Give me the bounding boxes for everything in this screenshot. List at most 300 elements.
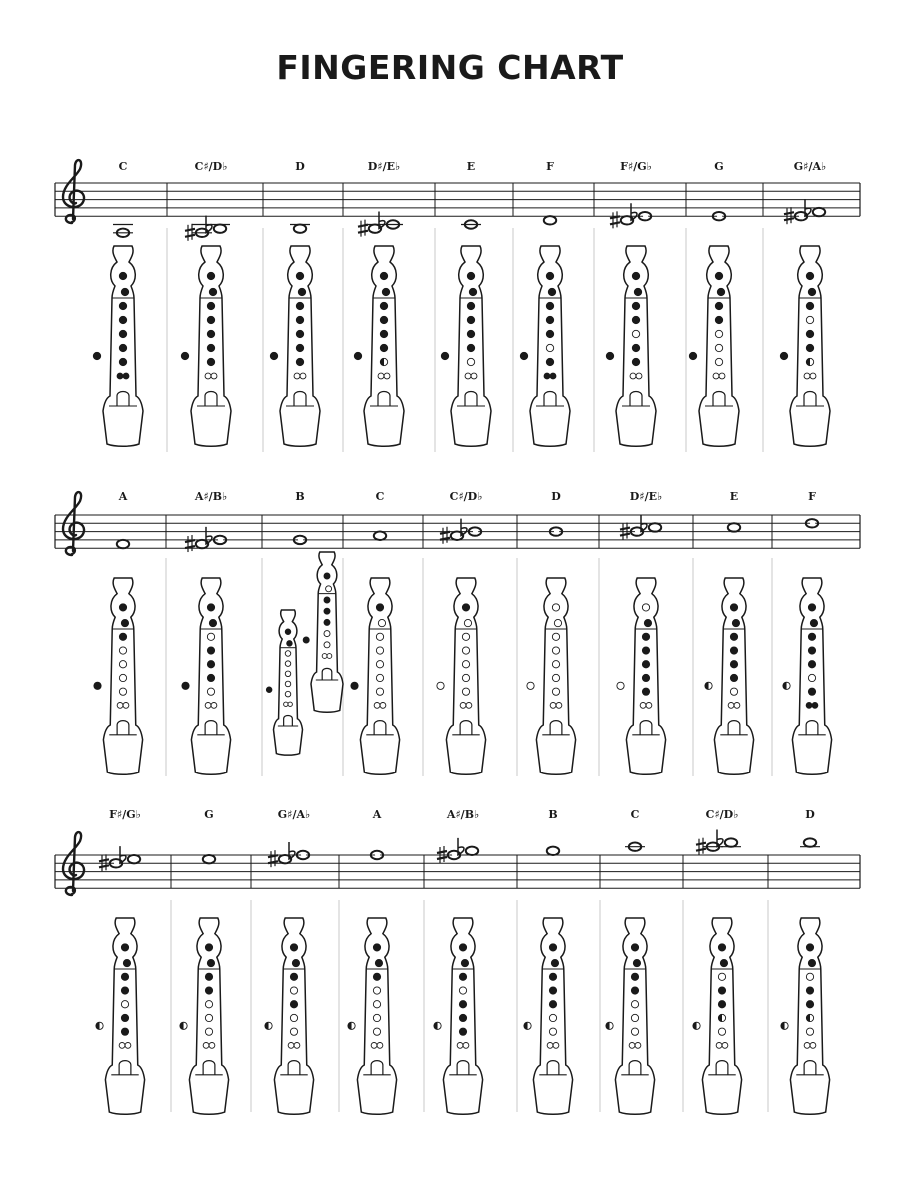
note-column <box>606 160 656 446</box>
finger-hole <box>327 654 332 659</box>
finger-hole <box>121 1028 128 1035</box>
page-title: FINGERING CHART <box>276 48 624 87</box>
note-column <box>780 160 830 446</box>
finger-hole <box>732 619 739 626</box>
note-column <box>265 808 314 1114</box>
finger-hole <box>290 1014 297 1021</box>
finger-hole <box>808 647 815 654</box>
finger-hole <box>806 316 813 323</box>
sharp-icon <box>185 535 195 552</box>
recorder-icon <box>189 918 228 1114</box>
finger-hole <box>373 944 380 951</box>
finger-hole <box>380 344 387 351</box>
note-label: G <box>204 808 214 821</box>
finger-hole <box>290 973 297 980</box>
note-column <box>527 490 576 774</box>
finger-hole <box>631 1028 638 1035</box>
finger-hole <box>123 373 129 379</box>
finger-hole <box>806 272 813 279</box>
finger-hole <box>298 288 305 295</box>
finger-hole <box>553 1042 559 1048</box>
recorder-icon <box>105 918 144 1114</box>
finger-hole <box>716 1042 722 1048</box>
finger-hole <box>808 604 815 611</box>
finger-hole <box>209 288 216 295</box>
finger-hole <box>205 1001 212 1008</box>
finger-hole <box>459 987 466 994</box>
thumb-hole <box>270 352 277 359</box>
finger-hole <box>715 302 722 309</box>
finger-hole <box>642 688 649 695</box>
recorder-icon <box>536 578 575 774</box>
recorder-icon <box>280 246 320 446</box>
finger-hole <box>806 1001 813 1008</box>
finger-hole <box>373 1014 380 1021</box>
finger-hole <box>632 316 639 323</box>
finger-hole <box>730 647 737 654</box>
recorder-icon <box>191 578 230 774</box>
finger-hole <box>806 702 812 708</box>
finger-hole <box>720 959 727 966</box>
finger-hole <box>546 302 553 309</box>
finger-hole <box>547 1042 553 1048</box>
note-label: C♯/D♭ <box>449 490 483 503</box>
finger-hole <box>119 661 126 668</box>
finger-hole <box>384 373 390 379</box>
recorder-icon <box>615 918 654 1114</box>
finger-hole <box>203 1042 209 1048</box>
finger-hole <box>552 647 559 654</box>
recorder-icon <box>443 918 482 1114</box>
recorder-icon <box>191 246 231 446</box>
finger-hole <box>554 619 561 626</box>
finger-hole <box>296 358 303 365</box>
finger-hole <box>207 674 214 681</box>
finger-hole <box>119 674 126 681</box>
finger-hole <box>810 619 817 626</box>
note-label: B <box>548 808 558 821</box>
thumb-hole <box>606 352 613 359</box>
note-column <box>693 808 742 1114</box>
finger-hole <box>546 358 553 365</box>
thumb-hole <box>527 682 534 689</box>
finger-hole <box>462 604 469 611</box>
finger-hole <box>207 302 214 309</box>
finger-hole <box>642 674 649 681</box>
thumb-hole <box>689 352 696 359</box>
finger-hole <box>207 661 214 668</box>
note-label: A♯/B♭ <box>446 808 480 821</box>
finger-hole <box>806 344 813 351</box>
finger-hole <box>631 1014 638 1021</box>
note-label: A <box>118 490 128 503</box>
finger-hole <box>467 330 474 337</box>
finger-hole <box>380 316 387 323</box>
finger-hole <box>631 973 638 980</box>
finger-hole <box>294 373 300 379</box>
recorder-icon <box>714 578 753 774</box>
finger-hole <box>465 373 471 379</box>
recorder-icon <box>626 578 665 774</box>
finger-hole <box>119 604 126 611</box>
recorder-icon <box>103 246 143 446</box>
finger-hole <box>549 1028 556 1035</box>
finger-hole <box>209 619 216 626</box>
finger-hole <box>808 959 815 966</box>
recorder-icon <box>311 552 343 712</box>
finger-hole <box>376 688 383 695</box>
finger-hole <box>730 633 737 640</box>
thumb-hole <box>182 682 189 689</box>
finger-hole <box>642 633 649 640</box>
recorder-icon <box>357 918 396 1114</box>
note-label: A <box>372 808 382 821</box>
finger-hole <box>285 629 291 635</box>
finger-hole <box>467 344 474 351</box>
finger-hole <box>715 344 722 351</box>
finger-hole <box>119 358 126 365</box>
finger-hole <box>125 1042 131 1048</box>
finger-hole <box>462 688 469 695</box>
recorder-icon <box>446 578 485 774</box>
finger-hole <box>376 661 383 668</box>
note-column <box>182 490 231 774</box>
note-column <box>93 160 143 446</box>
finger-hole <box>640 702 646 708</box>
finger-hole <box>549 944 556 951</box>
finger-hole <box>810 1042 816 1048</box>
finger-hole <box>632 330 639 337</box>
finger-hole <box>459 973 466 980</box>
finger-hole <box>632 302 639 309</box>
thumb-hole <box>351 682 358 689</box>
finger-hole <box>718 987 725 994</box>
finger-hole <box>119 647 126 654</box>
finger-hole <box>715 358 722 365</box>
finger-hole <box>552 633 559 640</box>
note-label: E <box>729 490 739 503</box>
finger-hole <box>207 647 214 654</box>
note-column <box>437 490 486 774</box>
finger-hole <box>378 619 385 626</box>
finger-hole <box>549 1001 556 1008</box>
finger-hole <box>121 288 128 295</box>
finger-hole <box>457 1042 463 1048</box>
finger-hole <box>285 691 291 697</box>
finger-hole <box>806 973 813 980</box>
note-column <box>434 808 483 1114</box>
finger-hole <box>548 288 555 295</box>
finger-hole <box>552 688 559 695</box>
finger-hole <box>205 944 212 951</box>
finger-hole <box>806 1028 813 1035</box>
note-label: C <box>375 490 385 503</box>
finger-hole <box>211 373 217 379</box>
finger-hole <box>718 1028 725 1035</box>
finger-hole <box>632 272 639 279</box>
recorder-icon <box>364 246 404 446</box>
finger-hole <box>121 944 128 951</box>
finger-hole <box>556 702 562 708</box>
finger-hole <box>285 671 291 677</box>
finger-hole <box>207 604 214 611</box>
recorder-icon <box>274 610 303 755</box>
finger-hole <box>380 702 386 708</box>
finger-hole <box>376 647 383 654</box>
finger-hole <box>290 944 297 951</box>
sharp-icon <box>268 850 278 867</box>
note-label: F <box>808 490 816 503</box>
note-column <box>351 490 400 774</box>
finger-hole <box>382 288 389 295</box>
finger-hole <box>552 661 559 668</box>
finger-hole <box>205 973 212 980</box>
finger-hole <box>728 702 734 708</box>
finger-hole <box>549 987 556 994</box>
finger-hole <box>284 702 288 706</box>
finger-hole <box>296 344 303 351</box>
finger-hole <box>631 1001 638 1008</box>
finger-hole <box>550 702 556 708</box>
note-label: C♯/D♭ <box>705 808 739 821</box>
finger-hole <box>459 944 466 951</box>
note-label: C <box>118 160 128 173</box>
finger-hole <box>631 944 638 951</box>
thumb-hole <box>617 682 624 689</box>
note-label: A♯/B♭ <box>194 490 228 503</box>
finger-hole <box>642 604 649 611</box>
finger-hole <box>205 1028 212 1035</box>
sharp-icon <box>610 211 620 228</box>
finger-hole <box>207 633 214 640</box>
finger-hole <box>462 674 469 681</box>
finger-hole <box>374 702 380 708</box>
note-label: C♯/D♭ <box>194 160 228 173</box>
finger-hole <box>471 373 477 379</box>
finger-hole <box>209 1042 215 1048</box>
finger-hole <box>290 987 297 994</box>
finger-hole <box>459 1001 466 1008</box>
finger-hole <box>376 604 383 611</box>
recorder-icon <box>790 246 830 446</box>
note-column <box>689 160 739 446</box>
finger-hole <box>205 987 212 994</box>
finger-hole <box>121 1014 128 1021</box>
note-label: C <box>630 808 640 821</box>
note-column <box>617 490 666 774</box>
finger-hole <box>285 651 291 657</box>
finger-hole <box>812 702 818 708</box>
finger-hole <box>294 1042 300 1048</box>
note-label: G♯/A♭ <box>277 808 311 821</box>
note-label: G <box>714 160 724 173</box>
finger-hole <box>207 344 214 351</box>
finger-hole <box>460 702 466 708</box>
recorder-icon <box>702 918 741 1114</box>
note-column <box>348 808 397 1114</box>
note-label: D <box>295 160 305 173</box>
finger-hole <box>324 631 330 637</box>
note-column <box>270 160 320 446</box>
finger-hole <box>207 688 214 695</box>
note-label: D♯/E♭ <box>629 490 663 503</box>
finger-hole <box>722 1042 728 1048</box>
note-column <box>520 160 570 446</box>
finger-hole <box>123 959 130 966</box>
finger-hole <box>459 1014 466 1021</box>
finger-hole <box>549 973 556 980</box>
finger-hole <box>380 272 387 279</box>
thumb-hole <box>354 352 361 359</box>
finger-hole <box>123 702 129 708</box>
note-label: D <box>805 808 815 821</box>
finger-hole <box>808 288 815 295</box>
finger-hole <box>119 344 126 351</box>
finger-hole <box>551 959 558 966</box>
finger-hole <box>631 987 638 994</box>
thumb-hole <box>266 687 272 693</box>
recorder-icon <box>274 918 313 1114</box>
recorder-icon <box>792 578 831 774</box>
finger-hole <box>119 633 126 640</box>
finger-hole <box>380 302 387 309</box>
note-label: F <box>546 160 554 173</box>
finger-hole <box>552 674 559 681</box>
finger-hole <box>466 702 472 708</box>
finger-hole <box>806 944 813 951</box>
finger-hole <box>629 1042 635 1048</box>
finger-hole <box>211 702 217 708</box>
finger-hole <box>462 647 469 654</box>
note-column <box>181 160 231 446</box>
finger-hole <box>630 373 636 379</box>
finger-hole <box>119 316 126 323</box>
finger-hole <box>469 288 476 295</box>
finger-hole <box>324 608 330 614</box>
finger-hole <box>324 642 330 648</box>
finger-hole <box>324 573 330 579</box>
finger-hole <box>371 1042 377 1048</box>
recorder-icon <box>451 246 491 446</box>
finger-hole <box>373 987 380 994</box>
note-label: B <box>295 490 305 503</box>
finger-hole <box>119 302 126 309</box>
finger-hole <box>632 358 639 365</box>
note-label: D <box>551 490 561 503</box>
finger-hole <box>806 987 813 994</box>
finger-hole <box>119 1042 125 1048</box>
finger-hole <box>633 959 640 966</box>
thumb-hole <box>780 352 787 359</box>
finger-hole <box>546 272 553 279</box>
finger-hole <box>715 272 722 279</box>
finger-hole <box>718 973 725 980</box>
note-label: G♯/A♭ <box>793 160 827 173</box>
note-column <box>783 490 832 774</box>
recorder-icon <box>699 246 739 446</box>
sharp-icon <box>440 527 450 544</box>
finger-hole <box>322 654 327 659</box>
finger-hole <box>804 373 810 379</box>
finger-hole <box>373 1001 380 1008</box>
finger-hole <box>121 619 128 626</box>
thumb-hole <box>181 352 188 359</box>
finger-hole <box>463 1042 469 1048</box>
finger-hole <box>376 633 383 640</box>
finger-hole <box>550 373 556 379</box>
thumb-hole <box>437 682 444 689</box>
finger-hole <box>117 373 123 379</box>
note-column <box>441 160 491 446</box>
finger-hole <box>546 330 553 337</box>
note-column <box>96 808 145 1114</box>
note-label: D♯/E♭ <box>367 160 401 173</box>
note-column <box>94 490 143 774</box>
thumb-hole <box>93 352 100 359</box>
finger-hole <box>461 959 468 966</box>
finger-hole <box>642 661 649 668</box>
finger-hole <box>715 330 722 337</box>
note-column <box>524 808 573 1114</box>
finger-hole <box>285 661 291 667</box>
finger-hole <box>378 373 384 379</box>
finger-hole <box>806 330 813 337</box>
finger-hole <box>300 373 306 379</box>
finger-hole <box>287 641 293 647</box>
finger-hole <box>296 272 303 279</box>
finger-hole <box>715 316 722 323</box>
recorder-icon <box>360 578 399 774</box>
finger-hole <box>207 316 214 323</box>
finger-hole <box>207 330 214 337</box>
finger-hole <box>207 959 214 966</box>
finger-hole <box>324 619 330 625</box>
finger-hole <box>552 604 559 611</box>
thumb-hole <box>520 352 527 359</box>
finger-hole <box>806 302 813 309</box>
finger-hole <box>207 272 214 279</box>
finger-hole <box>730 661 737 668</box>
recorder-icon <box>103 578 142 774</box>
finger-hole <box>296 330 303 337</box>
thumb-hole <box>303 637 309 643</box>
finger-hole <box>462 633 469 640</box>
finger-hole <box>467 272 474 279</box>
thumb-hole <box>94 682 101 689</box>
finger-hole <box>734 702 740 708</box>
finger-hole <box>546 316 553 323</box>
finger-hole <box>288 702 292 706</box>
finger-hole <box>380 330 387 337</box>
finger-hole <box>808 633 815 640</box>
finger-hole <box>459 1028 466 1035</box>
finger-hole <box>117 702 123 708</box>
finger-hole <box>326 586 332 592</box>
finger-hole <box>544 373 550 379</box>
finger-hole <box>376 674 383 681</box>
note-label: F♯/G♭ <box>620 160 652 173</box>
finger-hole <box>324 597 330 603</box>
recorder-icon <box>616 246 656 446</box>
finger-hole <box>375 959 382 966</box>
finger-hole <box>121 973 128 980</box>
finger-hole <box>718 1001 725 1008</box>
finger-hole <box>205 373 211 379</box>
finger-hole <box>119 330 126 337</box>
finger-hole <box>296 302 303 309</box>
finger-hole <box>718 944 725 951</box>
finger-hole <box>730 688 737 695</box>
